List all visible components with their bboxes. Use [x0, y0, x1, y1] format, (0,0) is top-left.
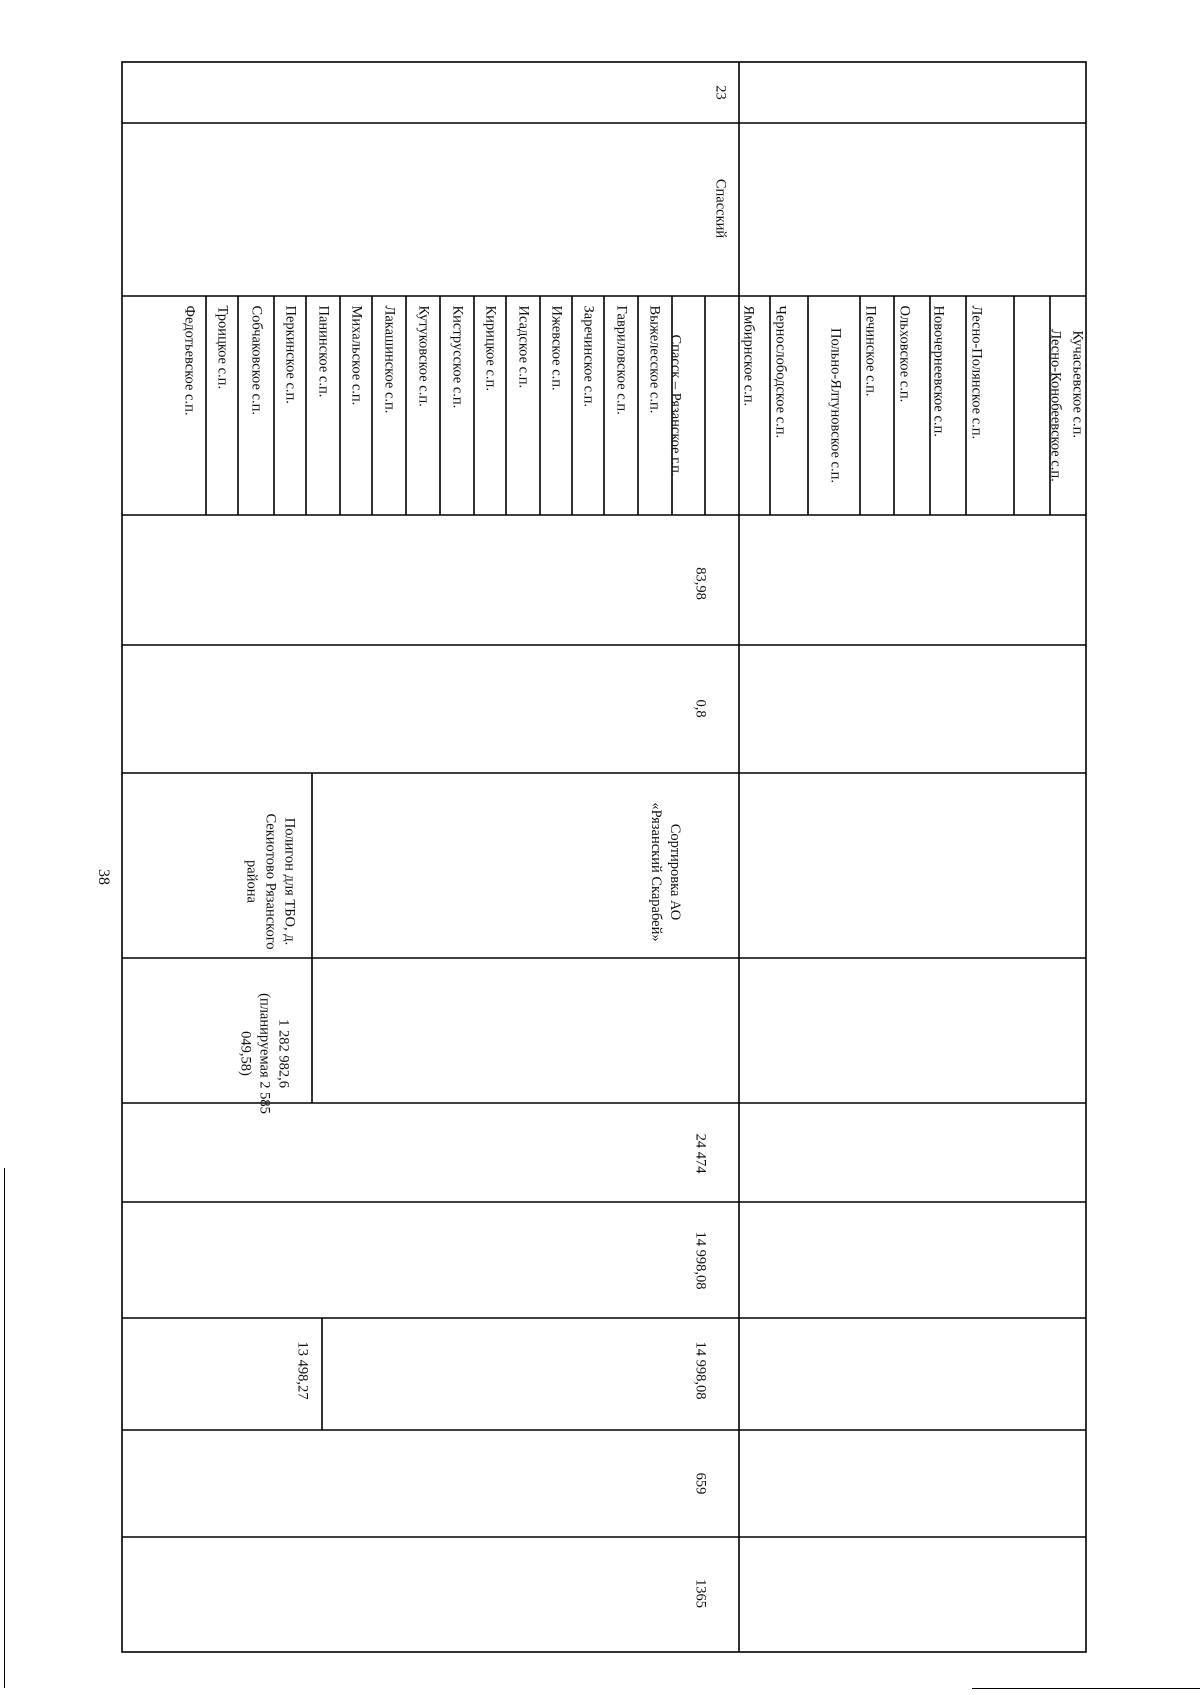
scan-edge-bottom: [972, 1688, 1200, 1689]
settlement: Кирицкое с.п.: [482, 305, 499, 391]
settlement: Панинское с.п.: [315, 305, 332, 398]
scan-edge-left: [4, 1168, 5, 1688]
value-col9a: 14 998,08: [692, 1341, 709, 1400]
settlement-prev: Кучасьевское с.п.: [1069, 330, 1086, 438]
settlement-prev: Лесно-Полянское с.п.: [968, 305, 985, 440]
settlement: Исадское с.п.: [515, 305, 532, 389]
settlement: Ижевское с.п.: [548, 305, 565, 391]
settlement: Выжелесское с.п.: [646, 305, 663, 414]
settlement: Михальское с.п.: [348, 305, 365, 406]
facility-landfill: Полигон для ТБО, д. Секиотово Рязанского района: [243, 813, 298, 950]
settlement: Спасск – Рязанское г.п.: [667, 334, 684, 477]
settlement: Перкинское с.п.: [282, 305, 299, 404]
settlement: Киструсское с.п.: [449, 305, 466, 409]
value-col11: 1365: [692, 1579, 709, 1608]
value-col8: 14 998,08: [692, 1231, 709, 1290]
settlement-prev: Чернослободское с.п.: [772, 305, 789, 439]
settlement-prev: Польно-Ялтуновское с.п.: [827, 328, 844, 483]
settlement-prev: Лесно-Конобеевское с.п.: [1047, 329, 1064, 482]
settlement: Заречинское с.п.: [580, 305, 597, 408]
settlement-prev: Новочернеевское с.п.: [930, 305, 947, 437]
settlement: Гавриловское с.п.: [613, 305, 630, 415]
settlement: Собчаковское с.п.: [248, 305, 265, 415]
settlement: Лакашинское с.п.: [381, 305, 398, 414]
value-col9b: 13 498,27: [294, 1341, 311, 1400]
settlement-prev: Ямбирнское с.п.: [740, 305, 757, 407]
row-number: 23: [712, 85, 729, 100]
settlement: Кутуковское с.п.: [415, 305, 432, 407]
page-number: 38: [95, 869, 112, 885]
settlement-prev: Печинское с.п.: [862, 305, 879, 397]
landfill-capacity: 1 282 982,6 (планируемая 2 585 049,58): [237, 993, 292, 1114]
facility-sorting: Сортировка АО «Рязанский Скарабей»: [648, 802, 683, 942]
district-name: Спасский: [712, 178, 729, 239]
value-col7: 24 474: [692, 1133, 709, 1174]
value-col5: 0,8: [692, 699, 709, 718]
settlement: Троицкое с.п.: [214, 305, 231, 390]
value-col10: 659: [692, 1472, 709, 1495]
value-col4: 83,98: [692, 567, 709, 600]
settlement-prev: Ольховское с.п.: [896, 305, 913, 403]
settlement: Федотьевское с.п.: [181, 305, 198, 416]
